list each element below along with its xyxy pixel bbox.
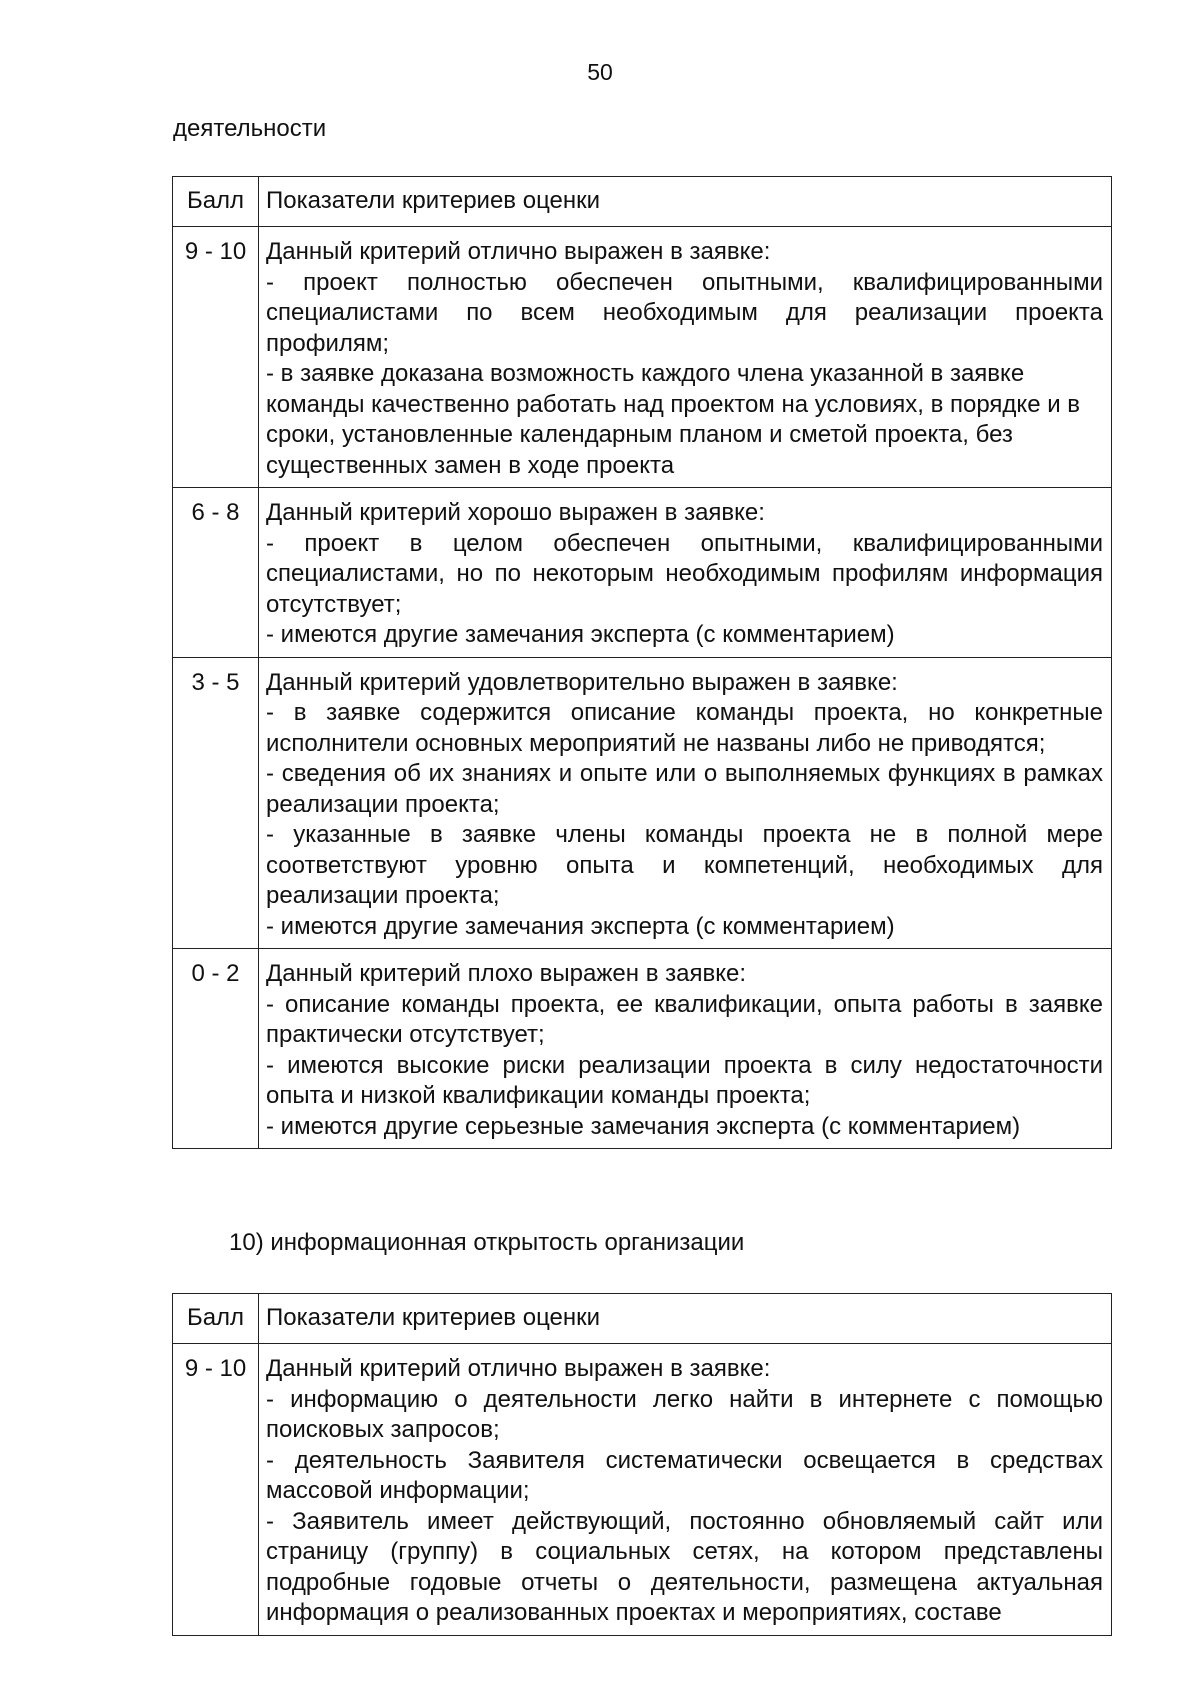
table-row — [173, 1344, 1112, 1636]
criteria-item: - информацию о деятельности легко найти в интернете с помощью поисковых запросов; — [266, 1385, 1103, 1443]
score-range: 3 - 5 — [173, 657, 259, 949]
criteria-description — [259, 488, 1112, 658]
criteria-item: - сведения об их знаниях и опыте или о выполняемых функциях в рамках реализации проекта; — [266, 760, 1103, 818]
criteria-item: - имеются другие серьезные замечания эксперта (с комментарием) — [266, 1112, 1021, 1140]
criteria-column-header: Показатели критериев оценки — [259, 1294, 1112, 1344]
criteria-item: - деятельность Заявителя систематически освещается в средствах массовой информации; — [266, 1446, 1103, 1504]
table-row — [173, 227, 1112, 488]
table-header-row — [173, 1294, 1112, 1344]
criteria-item: - Заявитель имеет действующий, постоянно обновляемый сайт или страницу (группу) в социальных сетях, на котором представлены подробные годовые отчеты о деятельности, размещена актуальная информация о реализованных проектах и мероприятиях, составе — [266, 1507, 1103, 1626]
score-column-header: Балл — [173, 177, 259, 227]
continuation-text: деятельности — [173, 115, 327, 142]
criteria-column-header: Показатели критериев оценки — [259, 177, 1112, 227]
criteria-intro: Данный критерий удовлетворительно выражен в заявке: — [266, 668, 898, 696]
score-range: 9 - 10 — [173, 227, 259, 488]
criteria-description — [259, 657, 1112, 949]
criteria-item: - имеются другие замечания эксперта (с комментарием) — [266, 621, 895, 648]
criteria-item: - имеются высокие риски реализации проекта в силу недостаточности опыта и низкой квалификации команды проекта; — [266, 1051, 1103, 1109]
criteria-description — [259, 227, 1112, 488]
score-range: 6 - 8 — [173, 488, 259, 658]
score-column-header: Балл — [173, 1294, 259, 1344]
criteria-intro: Данный критерий плохо выражен в заявке: — [266, 960, 746, 987]
criteria-table-openness — [172, 1293, 1112, 1636]
criteria-description — [259, 1344, 1112, 1636]
criteria-intro: Данный критерий хорошо выражен в заявке: — [266, 499, 765, 526]
criteria-item: - описание команды проекта, ее квалификации, опыта работы в заявке практически отсутствует; — [266, 990, 1103, 1048]
table-row — [173, 657, 1112, 949]
criteria-intro: Данный критерий отлично выражен в заявке: — [266, 1355, 771, 1382]
criteria-table-team — [172, 176, 1112, 1149]
criteria-item: - проект полностью обеспечен опытными, квалифицированными специалистами по всем необходимым для реализации проекта профилям; — [266, 268, 1103, 357]
score-range: 0 - 2 — [173, 949, 259, 1149]
criteria-description — [259, 949, 1112, 1149]
criteria-item: - указанные в заявке члены команды проекта не в полной мере соответствуют уровню опыта и компетенций, необходимых для реализации проекта; — [266, 821, 1103, 909]
criteria-item: - в заявке доказана возможность каждого члена указанной в заявке команды качественно работать над проектом на условиях, в порядке и в сроки, установленные календарным планом и сметой проекта, без существенных замен в ходе проекта — [266, 360, 1081, 479]
criteria-item: - проект в целом обеспечен опытными, квалифицированными специалистами, но по некоторым необходимым профилям информация отсутствует; — [266, 529, 1103, 618]
criteria-intro: Данный критерий отлично выражен в заявке: — [266, 238, 771, 265]
page-number: 50 — [587, 59, 613, 85]
table-row — [173, 488, 1112, 658]
table-row — [173, 949, 1112, 1149]
criteria-item: - в заявке содержится описание команды проекта, но конкретные исполнители основных мероприятий не названы либо не приводятся; — [266, 699, 1103, 757]
criteria-item: - имеются другие замечания эксперта (с комментарием) — [266, 912, 895, 940]
table-header-row — [173, 177, 1112, 227]
score-range: 9 - 10 — [173, 1344, 259, 1636]
section-heading: 10) информационная открытость организации — [229, 1229, 745, 1256]
